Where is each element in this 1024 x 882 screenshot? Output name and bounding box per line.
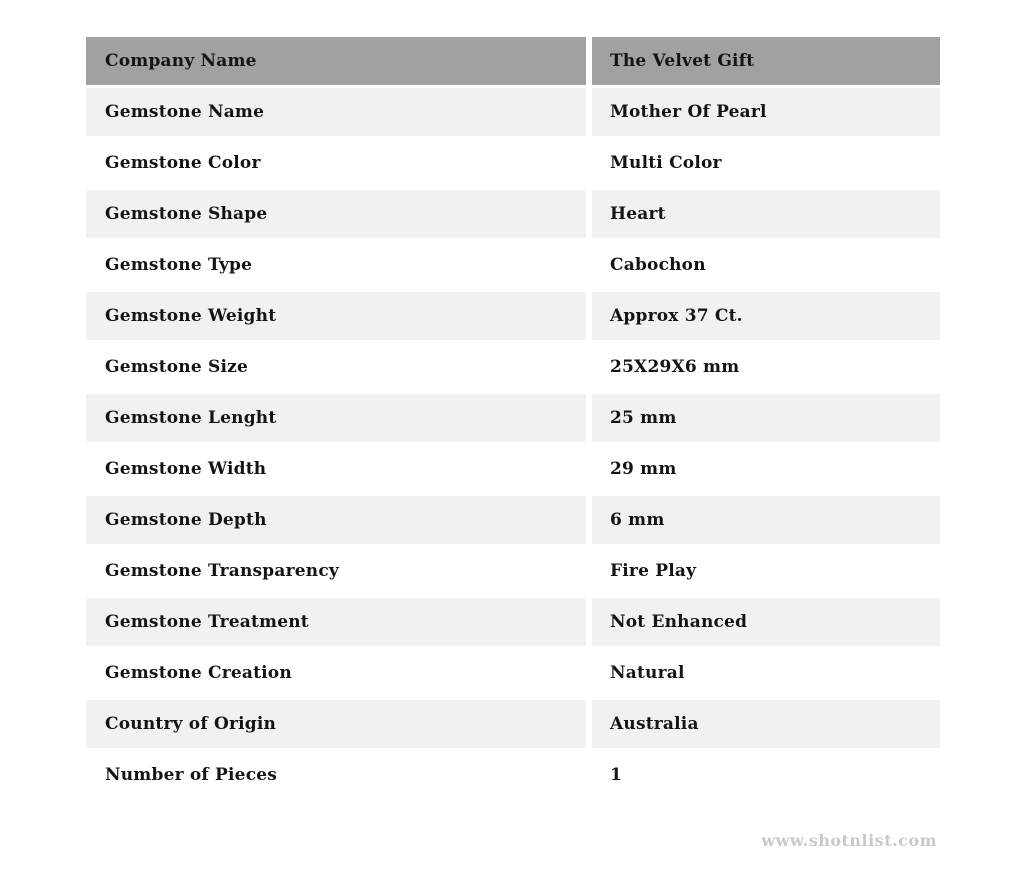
row-value: Natural (592, 649, 940, 697)
table-row (86, 445, 940, 493)
table-header-row (86, 37, 940, 85)
row-value: Mother Of Pearl (592, 88, 940, 136)
row-label: Gemstone Name (86, 88, 586, 136)
row-value: 29 mm (592, 445, 940, 493)
row-label: Gemstone Creation (86, 649, 586, 697)
row-label: Gemstone Type (86, 241, 586, 289)
row-value: 6 mm (592, 496, 940, 544)
row-value: Not Enhanced (592, 598, 940, 646)
row-value: 25 mm (592, 394, 940, 442)
header-value-cell: The Velvet Gift (592, 37, 940, 85)
table-row (86, 700, 940, 748)
row-label: Gemstone Transparency (86, 547, 586, 595)
table-row (86, 139, 940, 187)
row-value: Heart (592, 190, 940, 238)
table-row (86, 751, 940, 799)
row-label: Gemstone Depth (86, 496, 586, 544)
table-row (86, 88, 940, 136)
row-value: Australia (592, 700, 940, 748)
watermark-text: www.shotnlist.com (761, 831, 937, 850)
row-label: Number of Pieces (86, 751, 586, 799)
row-value: Cabochon (592, 241, 940, 289)
row-value: 25X29X6 mm (592, 343, 940, 391)
table-row (86, 394, 940, 442)
spec-table (80, 34, 946, 802)
row-value: Approx 37 Ct. (592, 292, 940, 340)
table-row (86, 292, 940, 340)
row-label: Country of Origin (86, 700, 586, 748)
row-label: Gemstone Size (86, 343, 586, 391)
row-label: Gemstone Color (86, 139, 586, 187)
table-row (86, 241, 940, 289)
row-label: Gemstone Treatment (86, 598, 586, 646)
table-row (86, 598, 940, 646)
table-row (86, 496, 940, 544)
table-row (86, 190, 940, 238)
row-label: Gemstone Weight (86, 292, 586, 340)
table-row (86, 649, 940, 697)
table-row (86, 547, 940, 595)
spec-table-container (80, 34, 946, 802)
row-label: Gemstone Shape (86, 190, 586, 238)
header-label-cell: Company Name (86, 37, 586, 85)
row-value: Fire Play (592, 547, 940, 595)
row-label: Gemstone Width (86, 445, 586, 493)
table-row (86, 343, 940, 391)
row-label: Gemstone Lenght (86, 394, 586, 442)
row-value: Multi Color (592, 139, 940, 187)
row-value: 1 (592, 751, 940, 799)
